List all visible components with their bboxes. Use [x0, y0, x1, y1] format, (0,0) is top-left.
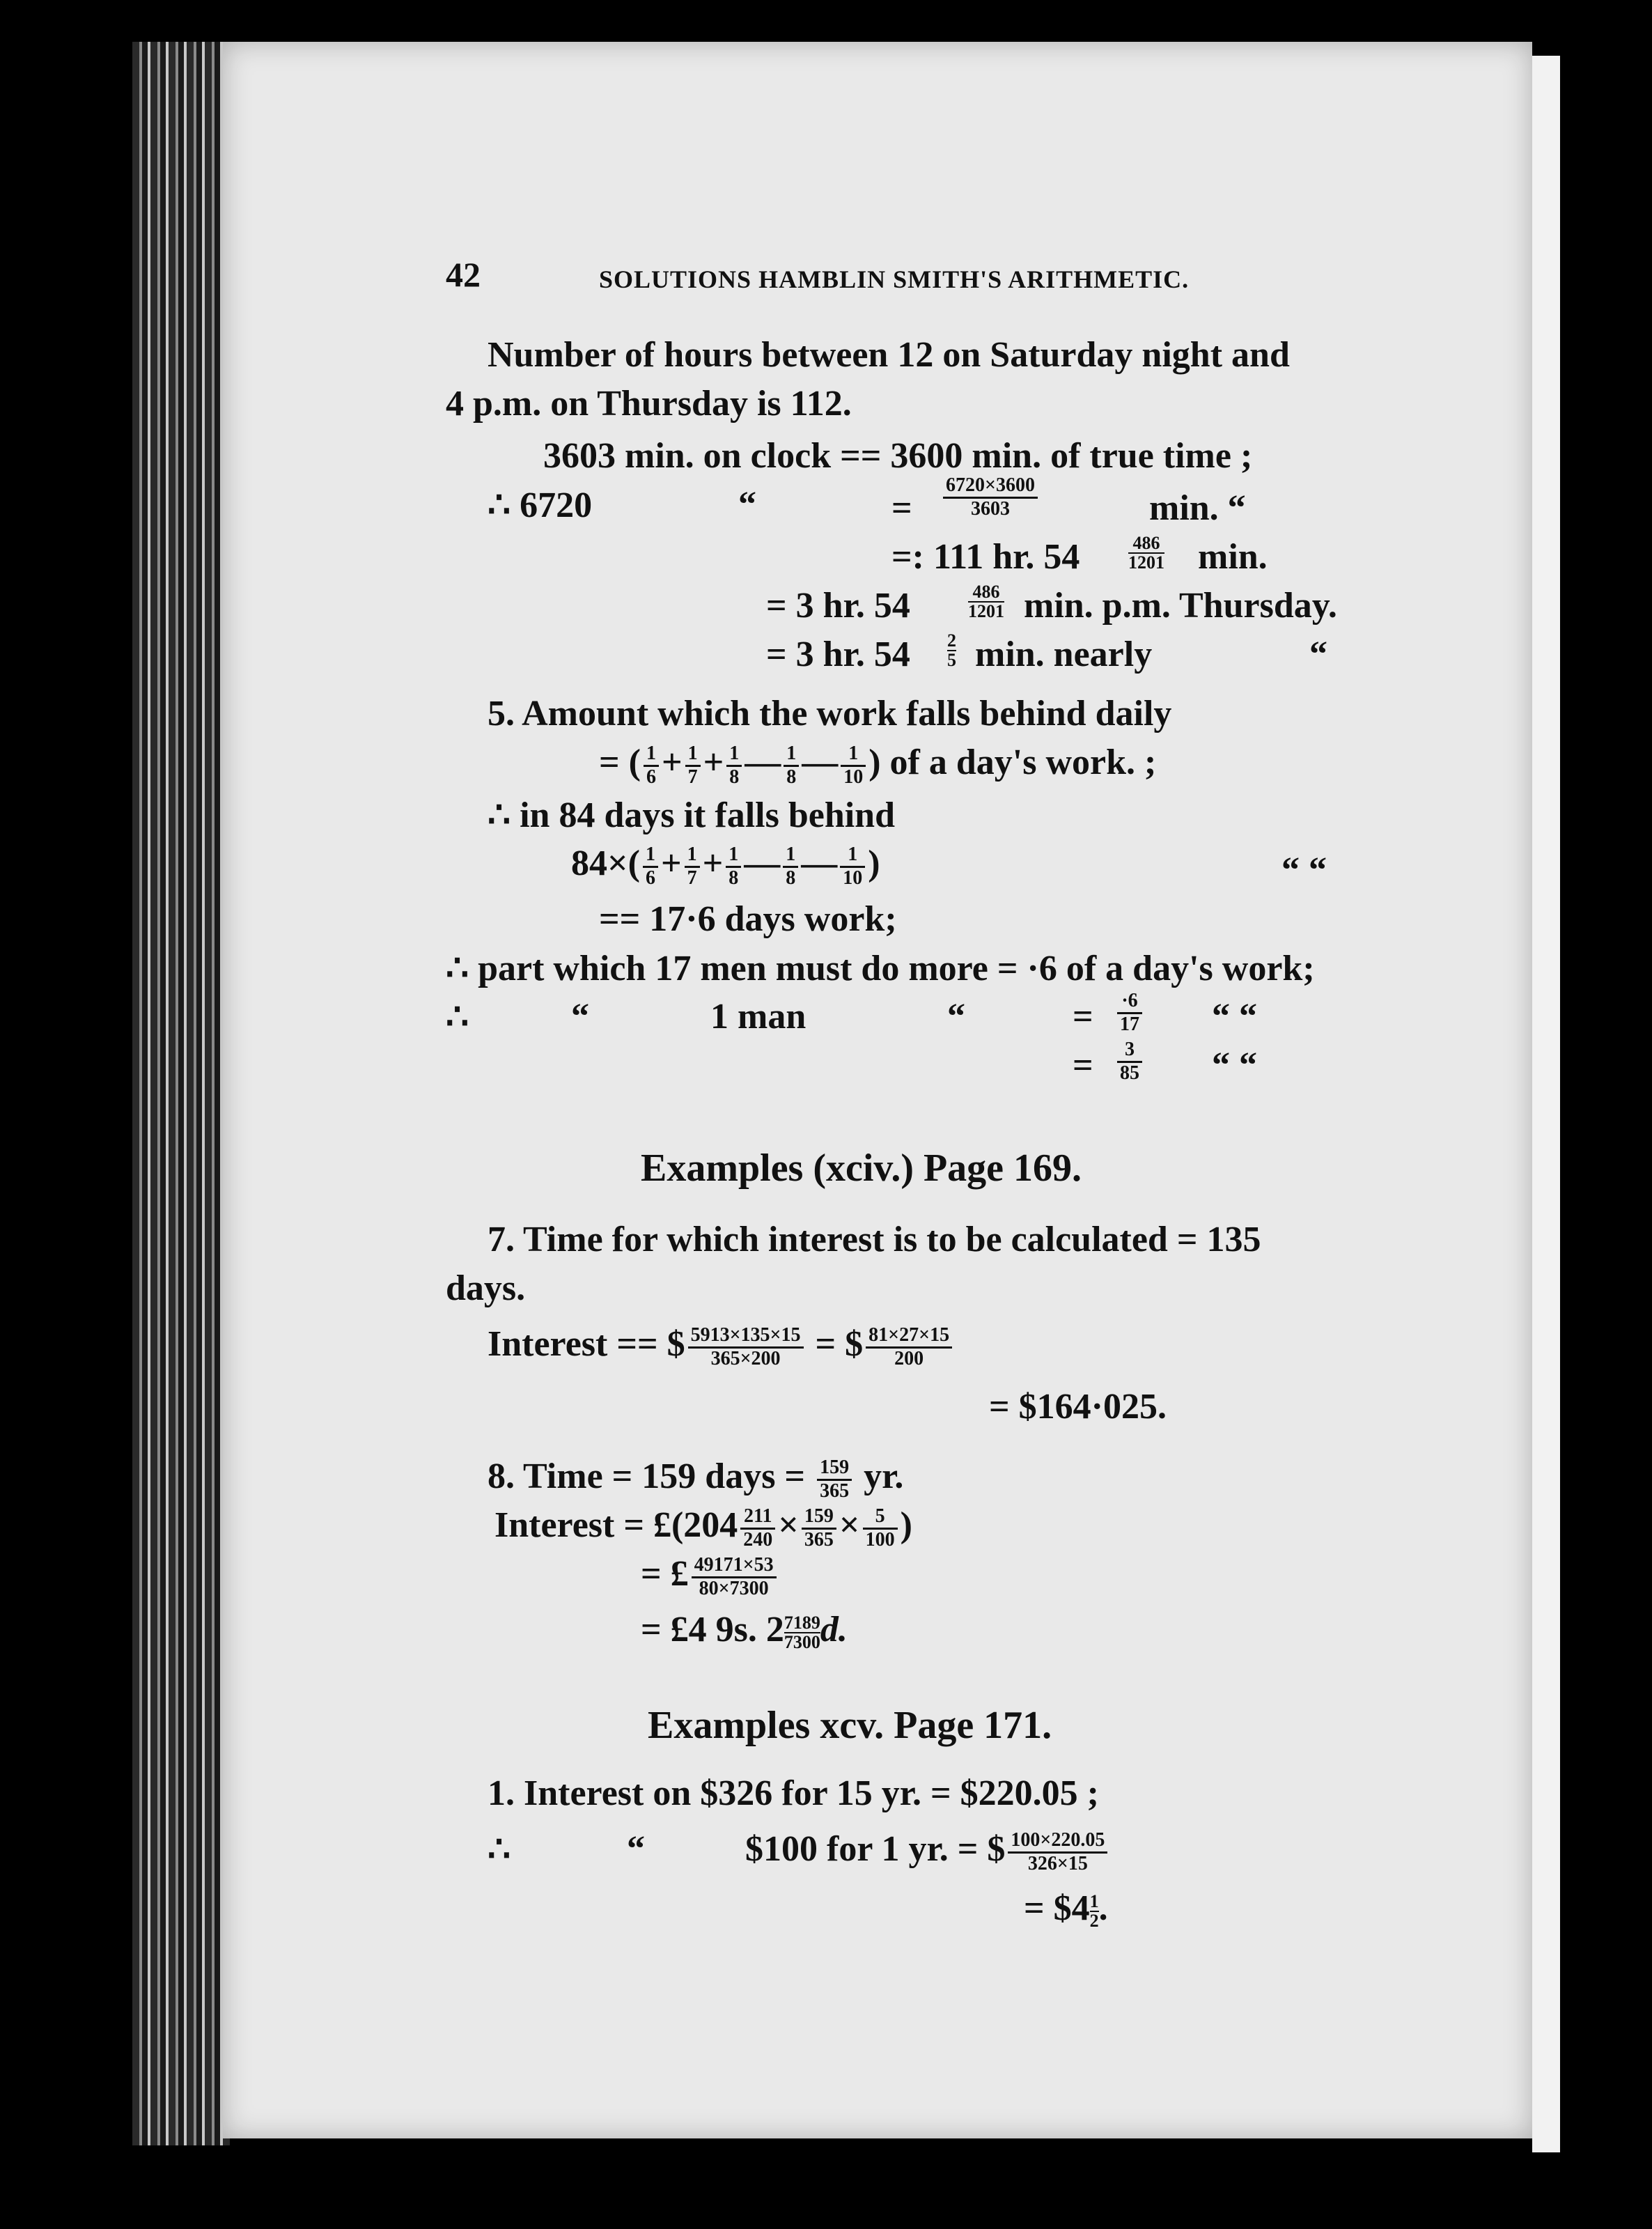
fraction-numerator: 6720×3600 [943, 475, 1038, 499]
text-fragment: yr. [864, 1457, 904, 1496]
math-line [488, 1323, 955, 1369]
fraction-denominator: 5 [947, 650, 956, 671]
fraction [1114, 989, 1145, 1035]
text-line: ∴ in 84 days it falls behind [488, 795, 896, 835]
text-line: ∴ 6720 [488, 486, 593, 525]
text-fragment: ) [868, 844, 880, 883]
math-line [745, 1828, 1110, 1874]
text-fragment: = ( [599, 743, 641, 782]
operator: — [802, 743, 839, 782]
text-line: min. “ [1149, 488, 1246, 528]
fraction-numerator: 5913×135×15 [688, 1325, 804, 1349]
math-line [641, 1553, 779, 1599]
section-heading: Examples (xciv.) Page 169. [641, 1147, 1082, 1190]
text-line: 3603 min. on clock == 3600 min. of true time ; [543, 436, 1253, 476]
fraction-numerator: 49171×53 [692, 1555, 777, 1578]
fraction-denominator: 365 [804, 1528, 834, 1551]
text-fragment: = $4 [1024, 1888, 1090, 1928]
operator: + [702, 844, 724, 883]
fraction-numerator: 1 [685, 844, 700, 868]
fraction-denominator: 365 [820, 1479, 850, 1502]
ditto-mark: “ [738, 485, 756, 525]
fraction-denominator: 8 [786, 867, 796, 889]
mixed-fraction [947, 627, 956, 669]
fraction-numerator: 81×27×15 [866, 1325, 952, 1349]
fraction-numerator: 486 [1128, 534, 1164, 554]
fraction-denominator: 8 [786, 766, 797, 788]
therefore-symbol: ∴ [446, 997, 469, 1037]
ditto-marks: “ “ [1212, 997, 1257, 1036]
fraction-numerator: 2 [947, 630, 956, 651]
section-heading: Examples xcv. Page 171. [648, 1704, 1052, 1747]
fraction-denominator: 7 [687, 867, 697, 889]
text-line: min. [1198, 537, 1268, 577]
equals: = [891, 488, 912, 528]
text-line: 1 man [710, 997, 806, 1036]
fraction-denominator: 17 [1120, 1013, 1139, 1035]
therefore-symbol: ∴ [488, 1830, 511, 1870]
fraction-numerator: 1 [1089, 1891, 1099, 1912]
text-line: 1. Interest on $326 for 15 yr. = $220.05 ; [488, 1773, 1099, 1813]
text-fragment: = £ [641, 1554, 689, 1594]
fraction-numerator: 7189 [784, 1613, 820, 1633]
fraction [940, 474, 1041, 520]
text-fragment: Interest = £(204 [494, 1505, 738, 1545]
fraction-numerator: 1 [783, 844, 798, 868]
fraction-denominator: 8 [728, 867, 739, 889]
text-line: == 17·6 days work; [599, 899, 897, 939]
fraction-denominator: 7 [687, 766, 698, 788]
ditto-marks: “ “ [1281, 851, 1327, 890]
text-line: Number of hours between 12 on Saturday night and [488, 335, 1290, 375]
math-line [494, 1505, 912, 1551]
operator: × [778, 1505, 799, 1545]
text-fragment: 8. Time = 159 days = [488, 1457, 806, 1496]
operator: — [745, 743, 781, 782]
operator: + [660, 844, 682, 883]
fraction-numerator: 1 [784, 743, 799, 767]
text-line: = 3 hr. 54 [766, 586, 910, 626]
operator: + [661, 743, 683, 782]
text-line: 5. Amount which the work falls behind daily [488, 694, 1172, 733]
text-line: 4 p.m. on Thursday is 112. [446, 384, 852, 424]
text-fragment: 84×( [571, 844, 640, 883]
text-fragment: $100 for 1 yr. = $ [745, 1829, 1006, 1869]
text-fragment: ) of a day's work. ; [868, 743, 1157, 782]
math-line [1024, 1888, 1108, 1930]
text-fragment: d. [820, 1610, 848, 1649]
background-right [1560, 56, 1652, 2229]
fraction-numerator: 159 [802, 1506, 836, 1530]
mixed-fraction [968, 578, 1004, 621]
fraction-numerator: 211 [740, 1506, 775, 1530]
fraction-denominator: 200 [894, 1347, 924, 1369]
math-line [641, 1609, 848, 1652]
math-line [571, 843, 880, 889]
fraction-numerator: 1 [841, 743, 866, 767]
fraction-numerator: 1 [644, 743, 659, 767]
fraction-denominator: 3603 [970, 497, 1010, 520]
text-fragment: = $ [815, 1324, 864, 1364]
math-line [488, 1456, 903, 1502]
fraction [1114, 1038, 1145, 1084]
text-fragment: . [1098, 1888, 1108, 1928]
text-line: = 3 hr. 54 [766, 635, 910, 674]
equals: = [1073, 1046, 1093, 1085]
text-fragment: = £4 9s. 2 [641, 1610, 784, 1649]
text-line: days. [446, 1268, 526, 1308]
fraction-numerator: 1 [685, 743, 701, 767]
fraction-denominator: 1201 [968, 601, 1004, 622]
fraction-denominator: 85 [1120, 1062, 1139, 1084]
text-line: =: 111 hr. 54 [891, 537, 1080, 577]
text-line: min. p.m. Thursday. [1024, 586, 1337, 626]
fraction-numerator: 1 [726, 844, 741, 868]
fraction-denominator: 80×7300 [699, 1577, 769, 1599]
operator: — [801, 844, 838, 883]
fraction-denominator: 2 [1089, 1911, 1099, 1932]
fraction-denominator: 10 [843, 766, 864, 788]
text-line: 7. Time for which interest is to be calculated = 135 [488, 1220, 1261, 1259]
fraction-numerator: 1 [643, 844, 658, 868]
fraction-numerator: 1 [726, 743, 742, 767]
text-line: min. nearly [975, 635, 1153, 674]
operator: — [744, 844, 781, 883]
text-line: = $164·025. [989, 1387, 1167, 1427]
ditto-mark: “ [947, 997, 965, 1036]
fraction-denominator: 365×200 [710, 1347, 781, 1369]
fraction-denominator: 240 [743, 1528, 773, 1551]
ditto-mark: “ [627, 1829, 645, 1869]
text-line: ∴ part which 17 men must do more = ·6 of a day's work; [446, 949, 1315, 988]
fraction-denominator: 100 [865, 1528, 895, 1551]
ditto-mark: “ [1309, 635, 1327, 674]
fraction-denominator: 7300 [784, 1632, 820, 1653]
fraction-denominator: 1201 [1128, 552, 1164, 573]
fraction-denominator: 326×15 [1027, 1852, 1088, 1874]
fraction-numerator: 5 [863, 1506, 898, 1530]
math-line [599, 742, 1156, 788]
fraction-numerator: 100×220.05 [1008, 1830, 1107, 1854]
fraction-numerator: 159 [817, 1457, 852, 1481]
fraction-denominator: 6 [645, 867, 655, 889]
operator: + [703, 743, 724, 782]
ditto-mark: “ [571, 997, 589, 1036]
text-fragment: Interest == $ [488, 1324, 685, 1364]
running-title: SOLUTIONS HAMBLIN SMITH'S ARITHMETIC. [599, 265, 1190, 293]
ditto-marks: “ “ [1212, 1046, 1257, 1085]
operator: × [839, 1505, 860, 1545]
fraction-numerator: ·6 [1117, 991, 1142, 1014]
fraction-numerator: 486 [968, 583, 1004, 603]
fraction-numerator: 1 [840, 844, 865, 868]
fraction-numerator: 3 [1117, 1039, 1142, 1063]
book-page-edges [132, 42, 230, 2145]
mixed-fraction [1128, 529, 1164, 572]
page-number: 42 [446, 255, 481, 294]
text-fragment: ) [900, 1505, 912, 1545]
fraction-denominator: 8 [729, 766, 740, 788]
fraction-denominator: 6 [646, 766, 656, 788]
equals: = [1073, 997, 1093, 1036]
fraction-denominator: 10 [843, 867, 863, 889]
